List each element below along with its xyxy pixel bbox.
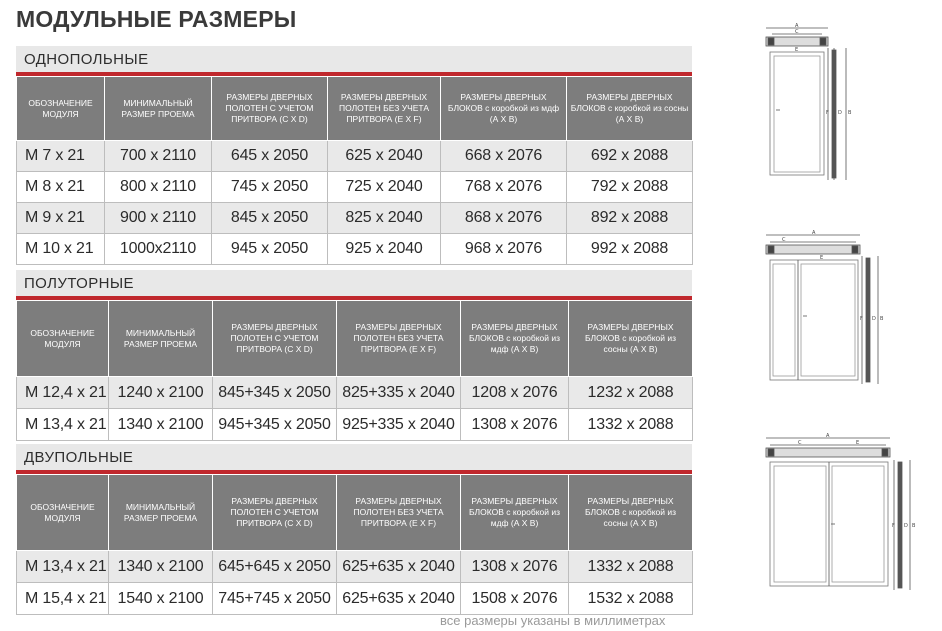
one-and-half-door-diagram [760, 230, 885, 390]
header-cell: РАЗМЕРЫ ДВЕРНЫХ ПОЛОТЕН С УЧЕТОМ ПРИТВОРА (С Х D) [213, 475, 337, 551]
table-cell: 825 х 2040 [328, 203, 441, 234]
table-cell: 725 х 2040 [328, 172, 441, 203]
header-cell: РАЗМЕРЫ ДВЕРНЫХ БЛОКОВ с коробкой из мдф (А Х В) [461, 475, 569, 551]
section-single-leaf [16, 46, 692, 265]
section-title: ОДНОПОЛЬНЫЕ [16, 46, 692, 76]
table-row [17, 583, 693, 615]
dim-label-b: B [912, 523, 916, 529]
table-cell: 625+635 х 2040 [337, 551, 461, 583]
table-header-row [17, 475, 693, 551]
table-row [17, 203, 693, 234]
table-cell: 745+745 х 2050 [213, 583, 337, 615]
table-cell: 945+345 х 2050 [213, 409, 337, 441]
header-cell: МИНИМАЛЬНЫЙ РАЗМЕР ПРОЕМА [109, 301, 213, 377]
dim-label-e: E [795, 47, 799, 53]
table-cell: 1232 х 2088 [569, 377, 693, 409]
dim-label-e: E [820, 255, 824, 261]
table-cell: М 13,4 х 21 [17, 409, 109, 441]
table-cell: 1340 х 2100 [109, 409, 213, 441]
section-one-and-half-leaf [16, 270, 692, 441]
sizes-table [16, 76, 693, 265]
table-cell: 625 х 2040 [328, 141, 441, 172]
table-header-row [17, 301, 693, 377]
header-cell: ОБОЗНАЧЕНИЕ МОДУЛЯ [17, 301, 109, 377]
header-cell: РАЗМЕРЫ ДВЕРНЫХ БЛОКОВ с коробкой из мдф (А Х В) [441, 77, 567, 141]
dim-label-d: D [872, 316, 876, 322]
dim-label-c: C [782, 237, 786, 243]
dim-label-a: A [812, 230, 816, 236]
section-double-leaf [16, 444, 692, 615]
table-cell: 845 х 2050 [212, 203, 328, 234]
dim-label-c: C [798, 440, 802, 446]
sizes-table [16, 300, 693, 441]
dim-label-d: D [838, 110, 842, 116]
table-row [17, 234, 693, 265]
table-cell: 1540 х 2100 [109, 583, 213, 615]
table-row [17, 377, 693, 409]
header-cell: РАЗМЕРЫ ДВЕРНЫХ ПОЛОТЕН БЕЗ УЧЕТА ПРИТВОРА (Е Х F) [337, 301, 461, 377]
table-cell: М 7 х 21 [17, 141, 105, 172]
section-title: ПОЛУТОРНЫЕ [16, 270, 692, 300]
table-cell: М 15,4 х 21 [17, 583, 109, 615]
dim-label-b: B [848, 110, 852, 116]
table-cell: 745 х 2050 [212, 172, 328, 203]
table-cell: 1340 х 2100 [109, 551, 213, 583]
header-cell: РАЗМЕРЫ ДВЕРНЫХ БЛОКОВ с коробкой из сосны (А Х В) [569, 301, 693, 377]
table-cell: 1208 х 2076 [461, 377, 569, 409]
table-cell: 925+335 х 2040 [337, 409, 461, 441]
table-cell: 800 х 2110 [105, 172, 212, 203]
table-cell: 845+345 х 2050 [213, 377, 337, 409]
single-door-diagram [760, 22, 860, 182]
page-title: МОДУЛЬНЫЕ РАЗМЕРЫ [16, 6, 297, 32]
table-cell: 900 х 2110 [105, 203, 212, 234]
dim-label-a: A [795, 23, 799, 29]
dim-label-b: B [880, 316, 884, 322]
table-cell: М 9 х 21 [17, 203, 105, 234]
table-row [17, 172, 693, 203]
table-cell: 992 х 2088 [567, 234, 693, 265]
table-cell: 925 х 2040 [328, 234, 441, 265]
table-cell: 692 х 2088 [567, 141, 693, 172]
header-cell: МИНИМАЛЬНЫЙ РАЗМЕР ПРОЕМА [109, 475, 213, 551]
table-cell: 1000х2110 [105, 234, 212, 265]
table-cell: 1532 х 2088 [569, 583, 693, 615]
table-cell: 1332 х 2088 [569, 551, 693, 583]
table-cell: 645 х 2050 [212, 141, 328, 172]
table-cell: 625+635 х 2040 [337, 583, 461, 615]
dim-label-f: F [860, 316, 863, 322]
sizes-table [16, 474, 693, 615]
header-cell: РАЗМЕРЫ ДВЕРНЫХ ПОЛОТЕН С УЧЕТОМ ПРИТВОРА (С Х D) [212, 77, 328, 141]
table-cell: М 8 х 21 [17, 172, 105, 203]
table-cell: М 10 х 21 [17, 234, 105, 265]
section-title: ДВУПОЛЬНЫЕ [16, 444, 692, 474]
table-cell: 1308 х 2076 [461, 551, 569, 583]
table-cell: 825+335 х 2040 [337, 377, 461, 409]
footnote: все размеры указаны в миллиметрах [440, 613, 666, 628]
header-cell: ОБОЗНАЧЕНИЕ МОДУЛЯ [17, 77, 105, 141]
table-cell: 945 х 2050 [212, 234, 328, 265]
table-cell: 668 х 2076 [441, 141, 567, 172]
double-door-diagram [760, 432, 920, 592]
table-cell: 792 х 2088 [567, 172, 693, 203]
dim-label-c: C [795, 29, 799, 35]
table-cell: 1308 х 2076 [461, 409, 569, 441]
dim-label-e: E [856, 440, 860, 446]
table-cell: 768 х 2076 [441, 172, 567, 203]
table-row [17, 409, 693, 441]
header-cell: МИНИМАЛЬНЫЙ РАЗМЕР ПРОЕМА [105, 77, 212, 141]
table-cell: М 13,4 х 21 [17, 551, 109, 583]
table-row [17, 551, 693, 583]
header-cell: РАЗМЕРЫ ДВЕРНЫХ БЛОКОВ с коробкой из сосны (А Х В) [567, 77, 693, 141]
table-cell: 892 х 2088 [567, 203, 693, 234]
header-cell: РАЗМЕРЫ ДВЕРНЫХ ПОЛОТЕН БЕЗ УЧЕТА ПРИТВОРА (Е Х F) [337, 475, 461, 551]
header-cell: РАЗМЕРЫ ДВЕРНЫХ БЛОКОВ с коробкой из мдф (А Х В) [461, 301, 569, 377]
table-cell: М 12,4 х 21 [17, 377, 109, 409]
header-cell: ОБОЗНАЧЕНИЕ МОДУЛЯ [17, 475, 109, 551]
table-cell: 868 х 2076 [441, 203, 567, 234]
dim-label-a: A [826, 433, 830, 439]
header-cell: РАЗМЕРЫ ДВЕРНЫХ ПОЛОТЕН С УЧЕТОМ ПРИТВОРА (С Х D) [213, 301, 337, 377]
header-cell: РАЗМЕРЫ ДВЕРНЫХ БЛОКОВ с коробкой из сосны (А Х В) [569, 475, 693, 551]
table-row [17, 141, 693, 172]
table-cell: 700 х 2110 [105, 141, 212, 172]
table-cell: 1332 х 2088 [569, 409, 693, 441]
table-cell: 1240 х 2100 [109, 377, 213, 409]
table-cell: 645+645 х 2050 [213, 551, 337, 583]
dim-label-f: F [826, 110, 829, 116]
dim-label-f: F [892, 523, 895, 529]
table-header-row [17, 77, 693, 141]
dim-label-d: D [904, 523, 908, 529]
table-cell: 968 х 2076 [441, 234, 567, 265]
header-cell: РАЗМЕРЫ ДВЕРНЫХ ПОЛОТЕН БЕЗ УЧЕТА ПРИТВОРА (Е Х F) [328, 77, 441, 141]
table-cell: 1508 х 2076 [461, 583, 569, 615]
